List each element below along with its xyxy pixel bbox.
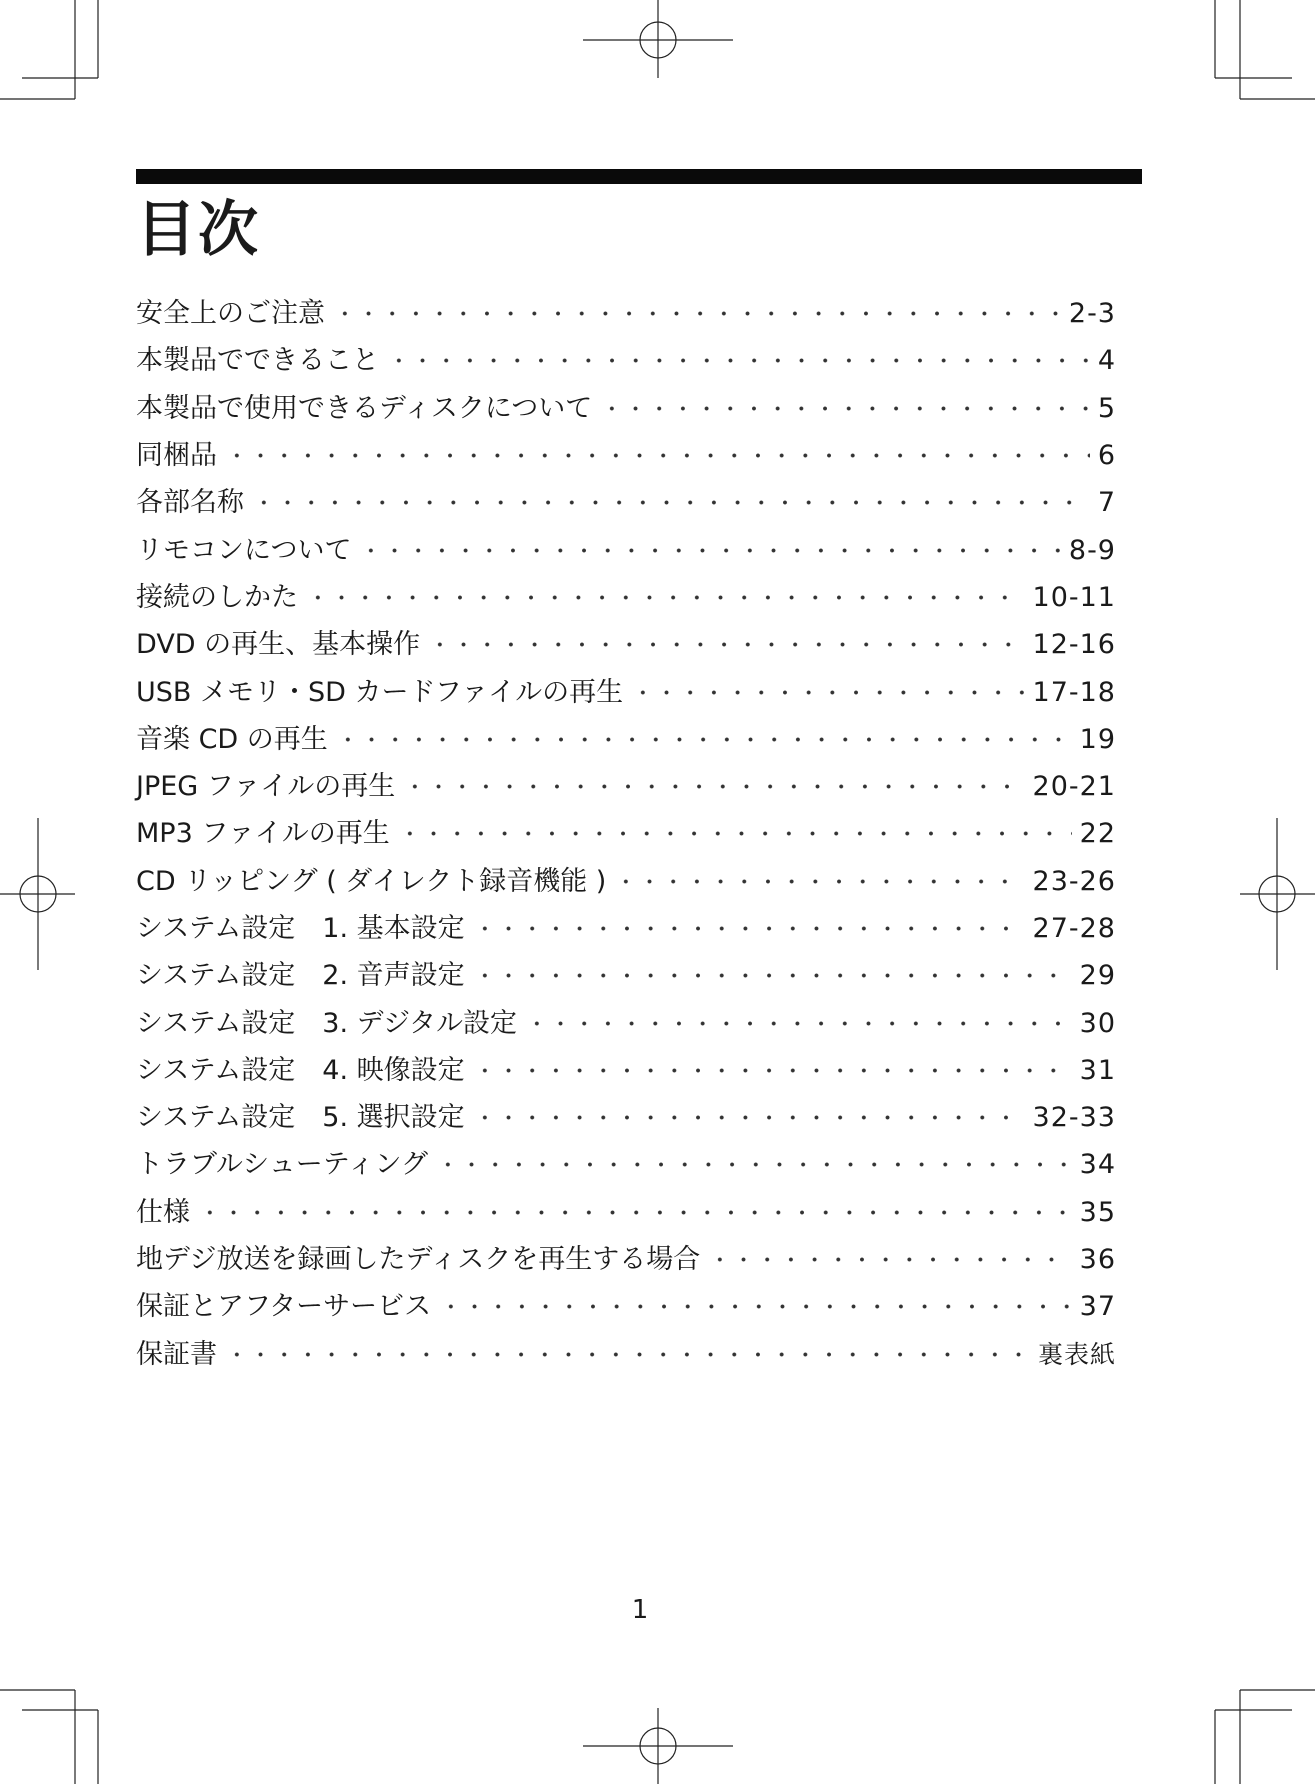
- toc-entry-label: 保証とアフターサービス: [136, 1291, 432, 1323]
- toc-entry-label: JPEG ファイルの再生: [136, 771, 396, 803]
- table-of-contents: [136, 290, 1116, 1378]
- dot-leader: [631, 669, 1024, 716]
- page-title: 目次: [136, 195, 260, 265]
- toc-entry[interactable]: [136, 337, 1116, 384]
- dot-leader: [473, 1047, 1072, 1094]
- toc-entry-label: USB メモリ・SD カードファイルの再生: [136, 676, 624, 708]
- dot-leader: [614, 858, 1024, 905]
- toc-entry[interactable]: [136, 668, 1116, 715]
- toc-entry-page: 20-21: [1032, 771, 1116, 803]
- dot-leader: [473, 1094, 1025, 1141]
- toc-entry[interactable]: [136, 1094, 1116, 1141]
- toc-entry-page: 22: [1079, 818, 1116, 850]
- title-rule: [136, 169, 1142, 184]
- toc-entry[interactable]: [136, 1047, 1116, 1094]
- dot-leader: [398, 810, 1072, 857]
- toc-entry-page: 23-26: [1032, 865, 1116, 897]
- toc-entry[interactable]: [136, 1189, 1116, 1236]
- dot-leader: [225, 1331, 1030, 1378]
- toc-entry-page: 7: [1097, 487, 1116, 519]
- toc-entry-label: 保証書: [136, 1338, 217, 1370]
- toc-entry-label: 接続のしかた: [136, 581, 298, 613]
- toc-entry-page: 29: [1079, 960, 1116, 992]
- toc-entry[interactable]: [136, 1283, 1116, 1330]
- toc-entry-label: 本製品でできること: [136, 345, 379, 377]
- toc-entry-page: 10-11: [1032, 581, 1116, 613]
- toc-entry-page: 19: [1079, 723, 1116, 755]
- toc-entry-label: システム設定 2. 音声設定: [136, 960, 465, 992]
- toc-entry[interactable]: [136, 810, 1116, 857]
- toc-entry-page: 36: [1079, 1244, 1116, 1276]
- page-number: 1: [631, 1595, 649, 1625]
- toc-entry[interactable]: [136, 1141, 1116, 1188]
- toc-entry-page: 2-3: [1068, 298, 1116, 330]
- toc-entry[interactable]: [136, 952, 1116, 999]
- toc-entry-label: 安全上のご注意: [136, 298, 325, 330]
- toc-entry[interactable]: [136, 858, 1116, 905]
- toc-entry-page: 8-9: [1068, 534, 1116, 566]
- dot-leader: [439, 1283, 1072, 1330]
- toc-entry-page: 5: [1097, 392, 1116, 424]
- toc-entry-label: 同梱品: [136, 440, 217, 472]
- toc-entry-label: 音楽 CD の再生: [136, 723, 328, 755]
- toc-entry[interactable]: [136, 574, 1116, 621]
- toc-entry[interactable]: [136, 479, 1116, 526]
- toc-entry[interactable]: [136, 385, 1116, 432]
- dot-leader: [359, 527, 1060, 574]
- dot-leader: [708, 1236, 1071, 1283]
- dot-leader: [387, 337, 1090, 384]
- toc-entry-page: 12-16: [1032, 629, 1116, 661]
- dot-leader: [198, 1189, 1072, 1236]
- toc-entry[interactable]: [136, 716, 1116, 763]
- toc-entry-page: 34: [1079, 1149, 1116, 1181]
- dot-leader: [436, 1141, 1072, 1188]
- toc-entry[interactable]: [136, 290, 1116, 337]
- toc-entry-label: システム設定 3. デジタル設定: [136, 1007, 518, 1039]
- dot-leader: [428, 621, 1024, 668]
- toc-entry-page: 31: [1079, 1054, 1116, 1086]
- toc-entry-page: 32-33: [1032, 1102, 1116, 1134]
- toc-entry-label: トラブルシューティング: [136, 1149, 429, 1181]
- toc-entry-label: CD リッピング ( ダイレクト録音機能 ): [136, 865, 607, 897]
- toc-entry[interactable]: [136, 999, 1116, 1046]
- dot-leader: [252, 479, 1090, 526]
- toc-entry-page: 27-28: [1032, 913, 1116, 944]
- toc-entry-label: システム設定 1. 基本設定: [136, 913, 465, 944]
- toc-entry[interactable]: [136, 621, 1116, 668]
- toc-entry[interactable]: [136, 763, 1116, 810]
- toc-entry-page: 35: [1079, 1196, 1116, 1228]
- toc-entry-label: MP3 ファイルの再生: [136, 818, 390, 850]
- dot-leader: [225, 432, 1090, 479]
- toc-entry-label: リモコンについて: [136, 534, 352, 566]
- toc-entry-label: 各部名称: [136, 487, 244, 519]
- toc-entry-page: 37: [1079, 1291, 1116, 1323]
- dot-leader: [525, 1000, 1072, 1047]
- toc-entry[interactable]: [136, 432, 1116, 479]
- toc-entry-label: 本製品で使用できるディスクについて: [136, 392, 593, 424]
- dot-leader: [473, 905, 1025, 952]
- toc-entry-label: 仕様: [136, 1196, 190, 1228]
- toc-entry[interactable]: [136, 1331, 1116, 1378]
- toc-entry[interactable]: [136, 1236, 1116, 1283]
- toc-entry-page: 4: [1097, 345, 1116, 377]
- dot-leader: [333, 290, 1061, 337]
- dot-leader: [600, 385, 1090, 432]
- toc-entry-page: 6: [1097, 440, 1116, 472]
- toc-entry[interactable]: [136, 526, 1116, 573]
- dot-leader: [403, 763, 1024, 810]
- dot-leader: [473, 952, 1072, 999]
- dot-leader: [336, 716, 1072, 763]
- toc-entry-page: 裏表紙: [1037, 1339, 1116, 1369]
- toc-entry-label: システム設定 4. 映像設定: [136, 1054, 465, 1086]
- dot-leader: [306, 574, 1025, 621]
- toc-entry-label: 地デジ放送を録画したディスクを再生する場合: [136, 1244, 701, 1276]
- toc-entry-page: 30: [1079, 1007, 1116, 1039]
- toc-entry-label: DVD の再生、基本操作: [136, 629, 421, 661]
- toc-entry-page: 17-18: [1032, 676, 1116, 708]
- toc-entry-label: システム設定 5. 選択設定: [136, 1102, 465, 1134]
- toc-entry[interactable]: [136, 905, 1116, 952]
